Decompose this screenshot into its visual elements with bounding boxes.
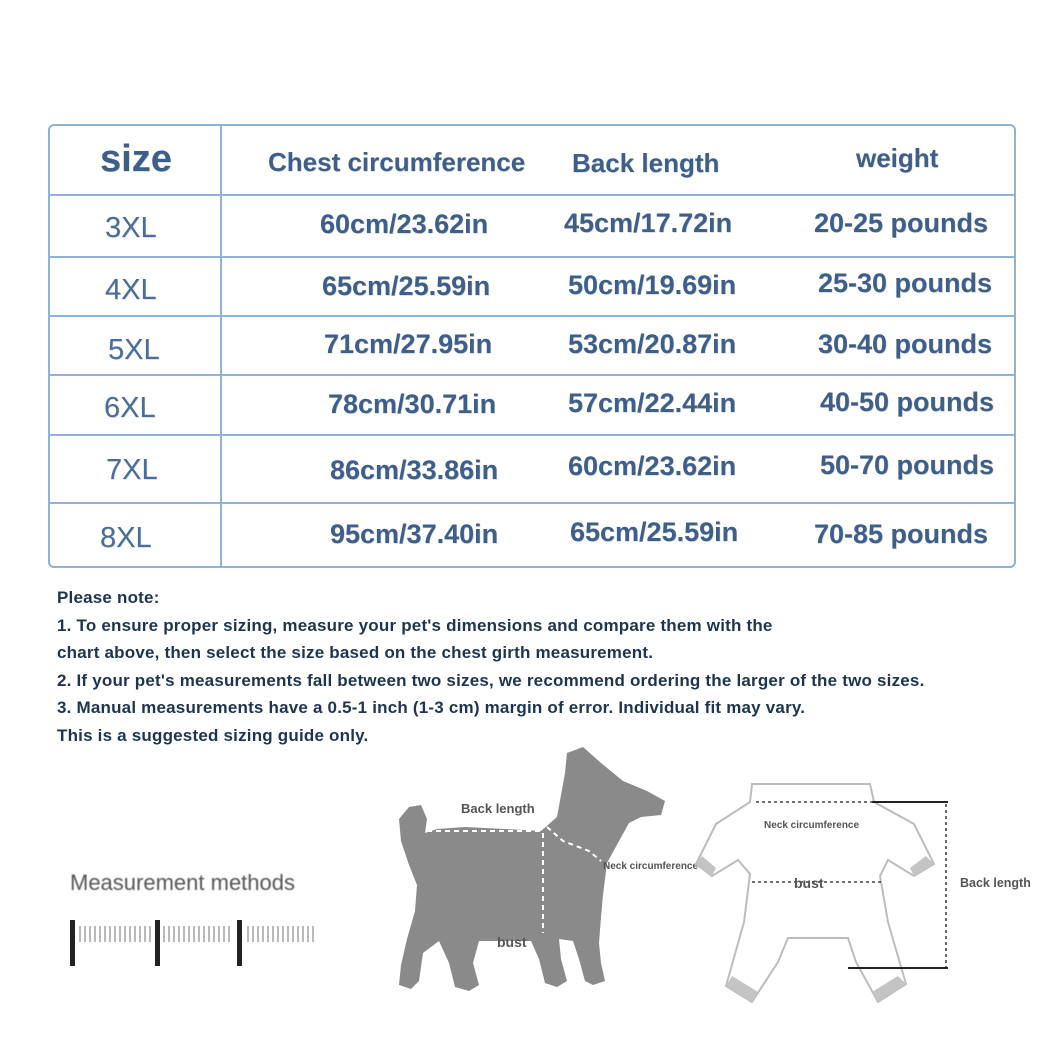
size-label: 7XL	[106, 454, 158, 486]
row-divider	[50, 194, 1014, 196]
size-label: 4XL	[105, 274, 157, 306]
column-divider	[220, 126, 222, 566]
note-line: chart above, then select the size based on the chest girth measurement.	[57, 643, 654, 662]
row-divider	[50, 502, 1014, 504]
weight-value: 30-40 pounds	[818, 329, 993, 359]
chest-value: 71cm/27.95in	[324, 329, 493, 359]
chest-value: 78cm/30.71in	[328, 389, 497, 419]
bust-label: bust	[497, 934, 527, 950]
header-size: size	[100, 138, 172, 180]
chest-value: 95cm/37.40in	[330, 519, 499, 549]
garment-measurement-diagram	[688, 772, 1044, 1027]
note-line: 1. To ensure proper sizing, measure your pet's dimensions and compare them with the	[57, 615, 773, 635]
note-line: This is a suggested sizing guide only.	[57, 725, 369, 745]
garment-outline	[696, 784, 934, 1002]
weight-value: 70-85 pounds	[814, 519, 989, 549]
back-length-value: 45cm/17.72in	[564, 208, 733, 238]
ruler-icon	[68, 918, 328, 968]
chest-value: 60cm/23.62in	[320, 209, 489, 239]
weight-value: 25-30 pounds	[818, 268, 993, 298]
notes-title: Please note:	[57, 588, 160, 607]
size-label: 3XL	[105, 212, 157, 244]
weight-value: 40-50 pounds	[820, 387, 995, 417]
back-length-value: 53cm/20.87in	[568, 329, 737, 359]
chest-value: 86cm/33.86in	[330, 455, 499, 485]
back-length-label: Back length	[461, 801, 535, 816]
weight-value: 50-70 pounds	[820, 450, 995, 480]
bust-label: bust	[794, 875, 824, 891]
header-back-length: Back length	[572, 148, 720, 178]
row-divider	[50, 315, 1014, 317]
weight-value: 20-25 pounds	[814, 208, 989, 238]
row-divider	[50, 374, 1014, 376]
size-label: 8XL	[100, 522, 152, 554]
size-label: 5XL	[108, 334, 160, 366]
header-chest: Chest circumference	[268, 147, 526, 177]
row-divider	[50, 434, 1014, 436]
note-line: 3. Manual measurements have a 0.5-1 inch (1-3 cm) margin of error. Individual fit may vary.	[57, 698, 806, 717]
back-length-value: 65cm/25.59in	[570, 517, 739, 547]
size-table	[48, 124, 1016, 568]
neck-label: Neck circumference	[764, 820, 860, 831]
back-length-value: 57cm/22.44in	[568, 388, 737, 418]
sizing-notes	[57, 584, 1017, 749]
back-length-label: Back length	[960, 876, 1031, 890]
size-label: 6XL	[104, 392, 156, 424]
neck-label: Neck circumference	[603, 861, 699, 872]
header-weight: weight	[856, 143, 939, 173]
measurement-methods-label: Measurement methods	[70, 870, 295, 895]
row-divider	[50, 256, 1014, 258]
dog-measurement-diagram	[395, 745, 715, 1020]
chest-value: 65cm/25.59in	[322, 271, 491, 301]
back-length-value: 60cm/23.62in	[568, 451, 737, 481]
back-length-value: 50cm/19.69in	[568, 270, 737, 300]
note-line: 2. If your pet's measurements fall between two sizes, we recommend ordering the larger of the two sizes.	[57, 670, 925, 690]
